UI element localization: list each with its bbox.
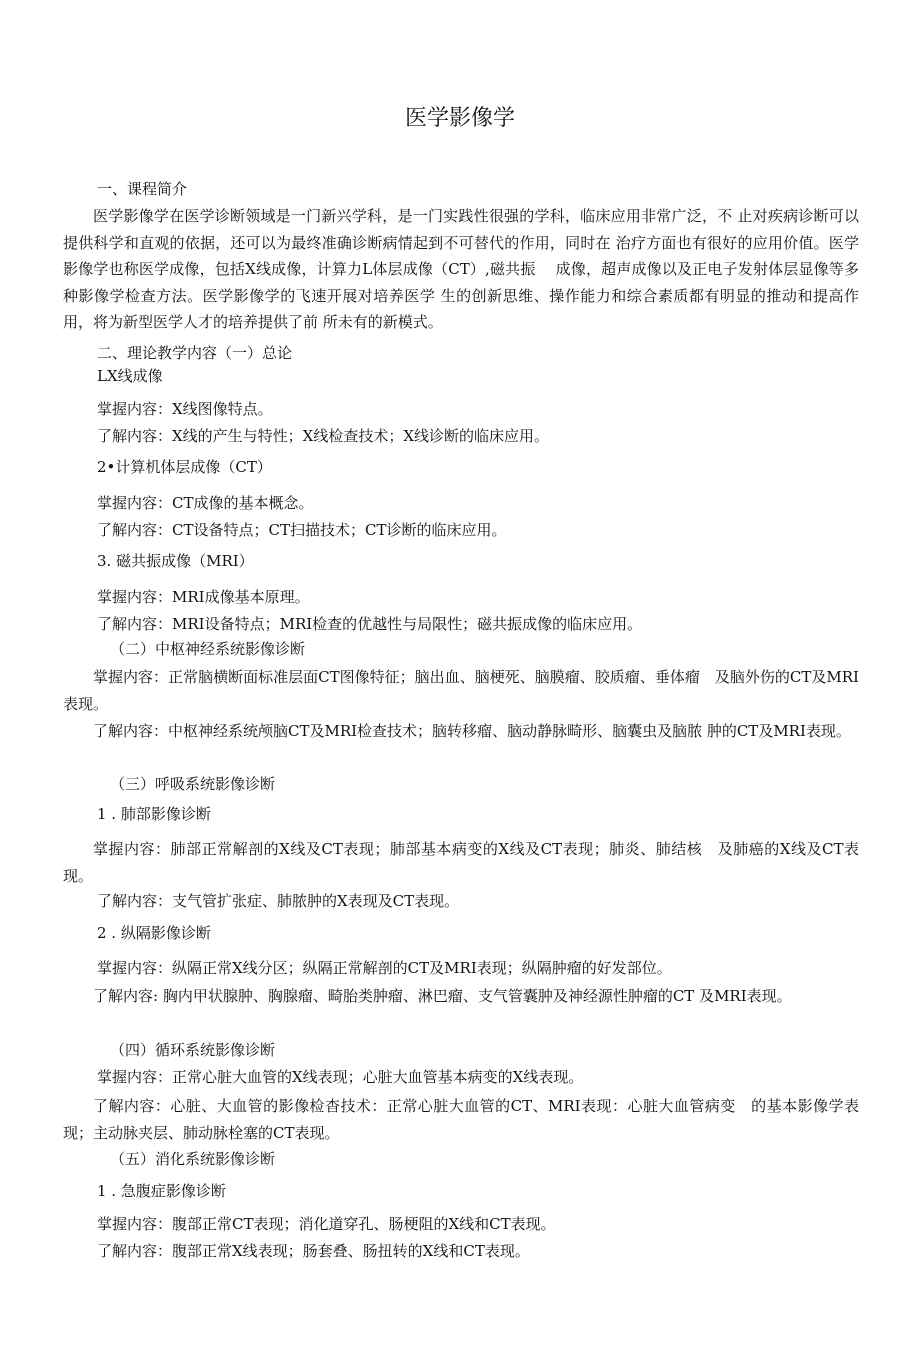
- item1-understand: 了解内容：X线的产生与特性；X线检查技术；X线诊断的临床应用。: [97, 427, 550, 445]
- intro-paragraph: 医学影像学在医学诊断领域是一门新兴学科，是一门实践性很强的学科，临床应用非常广泛，不 止对疾病诊断可以提供科学和直观的依据，还可以为最终准确诊断病情起到不可替代的作用，同时在 治疗方面也有很好的应用价值。医学影像学也称医学成像，包括X线成像，计算力L体层成像（CT）,磁共振 成像，超声成像以及正电子发射体层显像等多种影像学检查方法。医学影像学的飞速开展对培养医学 生的创新思维、操作能力和综合素质都有明显的推动和提高作用，将为新型医学人才的培养提供了前 所未有的新模式。: [63, 207, 859, 332]
- circ-master: 掌握内容：正常心脏大血管的X线表现；心脏大血管基本病变的X线表现。: [97, 1068, 584, 1086]
- item3-understand: 了解内容：MRI设备特点；MRI检查的优越性与局限性；磁共振成像的临床应用。: [97, 615, 643, 633]
- theory-heading: 二、理论教学内容（一）总论: [97, 344, 293, 362]
- item3-title: 3. 磁共振成像（MRI）: [97, 552, 254, 570]
- abd-understand: 了解内容：腹部正常X线表现；肠套叠、肠扭转的X线和CT表现。: [97, 1242, 530, 1260]
- item2-master: 掌握内容：CT成像的基本概念。: [97, 494, 314, 512]
- cns-heading: （二）中枢神经系统影像诊断: [110, 640, 306, 658]
- item1-title: LX线成像: [97, 367, 163, 385]
- med-title: 2 . 纵隔影像诊断: [97, 924, 211, 942]
- item2-understand: 了解内容：CT设备特点；CT扫描技术；CT诊断的临床应用。: [97, 521, 507, 539]
- lung-master: 掌握内容：肺部正常解剖的X线及CT表现；肺部基本病变的X线及CT表现；肺炎、肺结核 及肺癌的X线及CT表现。: [63, 840, 859, 885]
- med-understand: 了解内容: 胸内甲状腺肿、胸腺瘤、畸胎类肿瘤、淋巴瘤、支气管囊肿及神经源性肿瘤的CT 及MRI表现。: [93, 987, 792, 1005]
- item1-master: 掌握内容：X线图像特点。: [97, 400, 273, 418]
- item3-master: 掌握内容：MRI成像基本原理。: [97, 588, 310, 606]
- med-master: 掌握内容：纵隔正常X线分区；纵隔正常解剖的CT及MRI表现；纵隔肿瘤的好发部位。: [97, 959, 672, 977]
- abd-master: 掌握内容：腹部正常CT表现；消化道穿孔、肠梗阻的X线和CT表现。: [97, 1215, 556, 1233]
- document-title: 医学影像学: [404, 106, 515, 131]
- intro-heading: 一、课程简介: [97, 180, 188, 198]
- circ-heading: （四）循环系统影像诊断: [110, 1041, 276, 1059]
- resp-heading: （三）呼吸系统影像诊断: [110, 775, 276, 793]
- lung-title: 1 . 肺部影像诊断: [97, 805, 211, 823]
- cns-master: 掌握内容：正常脑横断面标准层面CT图像特征；脑出血、脑梗死、脑膜瘤、胶质瘤、垂体瘤 及脑外伤的CT及MRI表现。: [63, 668, 859, 713]
- abd-title: 1 . 急腹症影像诊断: [97, 1182, 226, 1200]
- circ-understand: 了解内容：心脏、大血管的影像检杳技术：正常心脏大血管的CT、MRI表现：心脏大血管病变 的基本影像学表现；主动脉夹层、肺动脉栓塞的CT表现。: [63, 1097, 859, 1142]
- lung-understand: 了解内容：支气管扩张症、肺脓肿的X表现及CT表现。: [97, 892, 460, 910]
- item2-title: 2•计算机体层成像（CT）: [97, 458, 272, 476]
- cns-understand: 了解内容：中枢神经系统颅脑CT及MRI检查技术；脑转移瘤、脑动静脉畸形、脑囊虫及脑脓 肿的CT及MRI表现。: [93, 722, 851, 740]
- dig-heading: （五）消化系统影像诊断: [110, 1150, 276, 1168]
